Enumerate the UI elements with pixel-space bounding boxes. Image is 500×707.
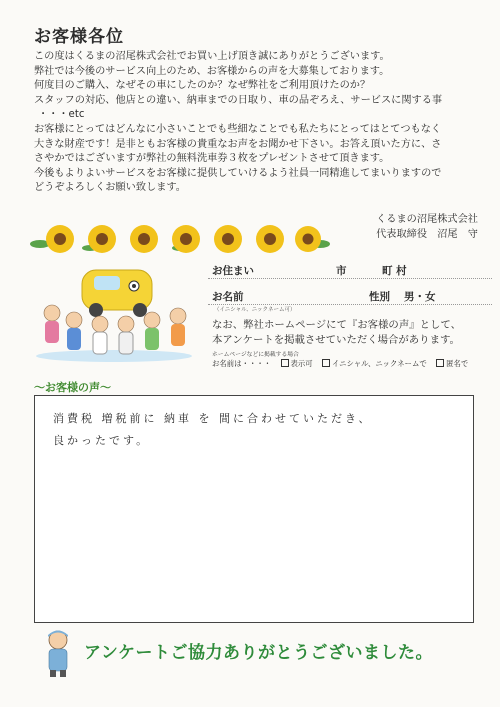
intro-line: 弊社では今後のサービス向上のため、お客様からの声を大募集しております。 [34,65,390,77]
comment-line: 消費税 増税前に 納車 を 間に合わせていただき、 [53,412,373,425]
intro-line: さやかではございますが弊社の無料洗車券３枚をプレゼントさせて頂きます。 [34,153,390,165]
intro-line: 何度目のご購入、なぜその車にしたのか？なぜ弊社をご利用頂けたのか？ [34,80,371,92]
checkbox-anonymous[interactable] [436,359,444,367]
representative-name: 代表取締役 沼尾 守 [376,229,478,240]
page-title: お客様各位 [34,27,124,47]
intro-line: お客様にとってはどんなに小さいことでも些細なことでも私たちにとってはとてつもなく [34,123,442,135]
city-label: 市 [336,265,347,277]
signature [376,212,478,242]
option-show-label: 表示可 [290,359,313,368]
intro-line: ・・・etc [38,109,85,121]
intro-line: スタッフの対応、他店との違い、納車までの日取り、車の品ぞろえ、サービスに関する事 [34,94,443,106]
name-label: お名前 [212,291,244,303]
name-subnote: （イニシャル、ニックネーム可） [214,307,296,313]
checkbox-show[interactable] [281,359,289,367]
publish-small-note: ホームページなどに掲載する場合 [212,352,299,358]
option-initial-label: イニシャル、ニックネームで [332,359,427,368]
address-label: お住まい [212,265,254,277]
intro-line: 大きな財産です！是非ともお客様の貴重なお声をお聞かせ下さい。お答え頂いた方に、さ [34,138,442,150]
voice-section-label: ～お客様の声～ [34,381,111,394]
name-row[interactable] [208,286,492,305]
checkbox-initial[interactable] [322,359,330,367]
address-row[interactable] [208,258,492,279]
car-and-staff-illustration-icon [34,258,199,363]
publish-notice [212,318,496,348]
comment-line: 良かったです。 [53,434,151,447]
intro-text [34,50,474,196]
handwritten-comment [53,408,463,452]
town-label: 町 村 [382,265,407,277]
sunflower-banner-icon [30,222,330,256]
intro-line: 今後もよりよいサービスをお客様に提供していけるよう社員一同精進してまいりますので [34,167,442,179]
thank-you-message: アンケートご協力ありがとうございました。 [84,643,433,663]
intro-line: どうぞよろしくお願い致します。 [34,182,186,194]
gender-label: 性別 [369,291,390,303]
notice-line: 本アンケートを掲載させていただく場合があります。 [212,334,460,346]
intro-line: この度はくるまの沼尾株式会社でお買い上げ頂き誠にありがとうございます。 [34,51,390,62]
option-anonymous-label: 匿名で [446,359,469,368]
publish-name-label: お名前は・・・・ [212,359,272,368]
mechanic-character-icon [40,628,76,678]
publish-options [212,358,470,369]
notice-line: なお、弊社ホームページにて『お客様の声』として、 [212,319,461,331]
voice-textarea[interactable] [34,395,474,623]
company-name: くるまの沼尾株式会社 [376,214,478,225]
gender-options[interactable]: 男・女 [404,291,436,303]
